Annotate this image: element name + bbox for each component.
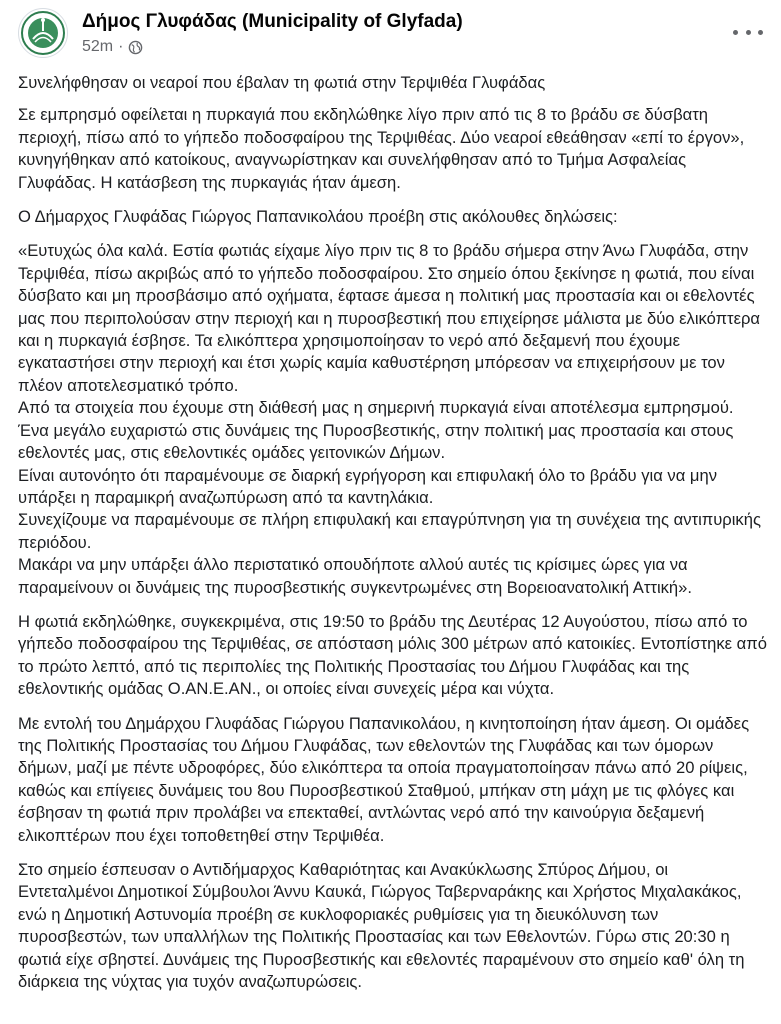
post-time[interactable]: 52m: [82, 38, 114, 55]
quote-line: Μακάρι να μην υπάρξει άλλο περιστατικό οπουδήποτε αλλού αυτές τις κρίσιμες ώρες για να παραμείνουν οι δυνάμεις της πυροσβεστικής συγκεντρωμένες στη Βορειοανατολική Αττική».: [18, 555, 692, 597]
post-header: [18, 8, 767, 60]
post-paragraph-4: Με εντολή του Δημάρχου Γλυφάδας Γιώργου Παπανικολάου, η κινητοποίηση ήταν άμεση. Οι ομάδες της Πολιτικής Προστασίας του Δήμου Γλυφάδας, των εθελοντών της Γλυφάδας και των όμορων δήμων, μαζί με πέντε υδροφόρες, δύο ελικόπτερα τα οποία πραγματοποίησαν πάνω από 20 ρίψεις, καθώς και επίγειες δυνάμεις του 8ου Πυροσβεστικού Σταθμού, μπήκαν στη μάχη με τις φλόγες και έσβησαν τη φωτιά πριν προλάβει να επεκταθεί, αντλώντας νερό από την καινούργια δεξαμενή ελικοπτέρων που έχει τοποθετηθεί στην Τερψιθέα.: [18, 713, 750, 845]
page-name[interactable]: Δήμος Γλυφάδας (Municipality of Glyfada): [82, 11, 463, 32]
more-options-icon[interactable]: [733, 22, 763, 42]
post-paragraph-3: Η φωτιά εκδηλώθηκε, συγκεκριμένα, στις 19:50 το βράδυ της Δευτέρας 12 Αυγούστου, πίσω από το γήπεδο ποδοσφαίρου της Τερψιθέας, σε απόσταση μόλις 300 μέτρων από κατοικίες. Εντοπίστηκε από το πρώτο λεπτό, από τις περιπολίες της Πολιτικής Προστασίας του Δήμου Γλυφάδας και της εθελοντικής ομάδας Ο.ΑΝ.Ε.ΑΝ., οι οποίες είναι συνεχείς μέρα και νύχτα.: [18, 611, 767, 699]
post-title: Συνελήφθησαν οι νεαροί που έβαλαν τη φωτιά στην Τερψιθέα Γλυφάδας: [18, 73, 546, 92]
mayor-quote: [18, 240, 768, 599]
more-dot: [746, 30, 751, 35]
avatar[interactable]: [18, 8, 68, 58]
post-paragraph-1: Σε εμπρησμό οφείλεται η πυρκαγιά που εκδηλώθηκε λίγο πριν από τις 8 το βράδυ σε δύσβατη περιοχή, πίσω από το γήπεδο ποδοσφαίρου της Τερψιθέας. Δύο νεαροί εθεάθησαν «επί το έργον», κυνηγήθηκαν από κατοίκους, αναγνωρίστηκαν και συνελήφθησαν από το Τμήμα Ασφαλείας Γλυφάδας. Η κατάσβεση της πυρκαγιάς ήταν άμεση.: [18, 105, 745, 192]
municipality-logo-icon: [19, 9, 67, 57]
quote-line: Είναι αυτονόητο ότι παραμένουμε σε διαρκή εγρήγορση και επιφυλακή όλο το βράδυ για να μην υπάρξει η παραμικρή αναζωπύρωση από τα καντηλάκια.: [18, 465, 717, 507]
quote-line: «Ευτυχώς όλα καλά. Εστία φωτιάς είχαμε λίγο πριν τις 8 το βράδυ σήμερα στην Άνω Γλυφάδα, στην Τερψιθέα, πίσω ακριβώς από το γήπεδο ποδοσφαίρου. Στο σημείο όπου ξεκίνησε η φωτιά, που είναι δύσβατο και μη προσβάσιμο από οχήματα, έφτασε άμεσα η πολιτική μας προστασία και οι εθελοντές μας που περιπολούσαν στην περιοχή και η πυροσβεστική που επιχείρησε μάλιστα με δύο ελικόπτερα και η πυρκαγιά έσβησε. Τα ελικόπτερα χρησιμοποίησαν το νερό από δεξαμενή που έχουμε εγκαταστήσει στην περιοχή και έτσι χωρίς καμία καθυστέρηση μπόρεσαν να επιχειρήσουν με τον πλέον αποτελεσματικό τρόπο.: [18, 241, 761, 395]
globe-icon[interactable]: [128, 40, 143, 55]
quote-line: Από τα στοιχεία που έχουμε στη διάθεσή μας η σημερινή πυρκαγιά είναι αποτέλεσμα εμπρησμού.: [18, 398, 734, 418]
post-paragraph-5: Στο σημείο έσπευσαν ο Αντιδήμαρχος Καθαριότητας και Ανακύκλωσης Σπύρος Δήμου, οι Εντεταλμένοι Δημοτικοί Σύμβουλοι Άννυ Καυκά, Γιώργος Ταβερναράκης και Χρήστος Μιχαλακάκος, ενώ η Δημοτική Αστυνομία προέβη σε κυκλοφοριακές ρυθμίσεις για τη διευκόλυνση των πυροσβεστών, των υπαλλήλων της Πολιτικής Προστασίας και των Εθελοντών. Γύρω στις 20:30 η φωτιά είχε σβηστεί. Δυνάμεις της Πυροσβεστικής και εθελοντές παραμένουν στο σημείο καθ' όλη τη διάρκεια της νύχτας για τυχόν αναζωπυρώσεις.: [18, 860, 745, 992]
quote-line: Ένα μεγάλο ευχαριστώ στις δυνάμεις της Πυροσβεστικής, στην πολιτική μας προστασία και στους εθελοντές μας, στις εθελοντικές ομάδες γειτονικών Δήμων.: [18, 420, 734, 463]
more-dot: [733, 30, 738, 35]
quote-line: Συνεχίζουμε να παραμένουμε σε πλήρη επιφυλακή και επαγρύπνηση για τη συνέχεια της αντιπυρικής περιόδου.: [18, 510, 761, 552]
post-body: [18, 72, 768, 1005]
more-dot: [758, 30, 763, 35]
post-paragraph-2: Ο Δήμαρχος Γλυφάδας Γιώργος Παπανικολάου προέβη στις ακόλουθες δηλώσεις:: [18, 207, 618, 227]
post-meta: [82, 38, 143, 56]
meta-separator: ·: [118, 38, 124, 55]
